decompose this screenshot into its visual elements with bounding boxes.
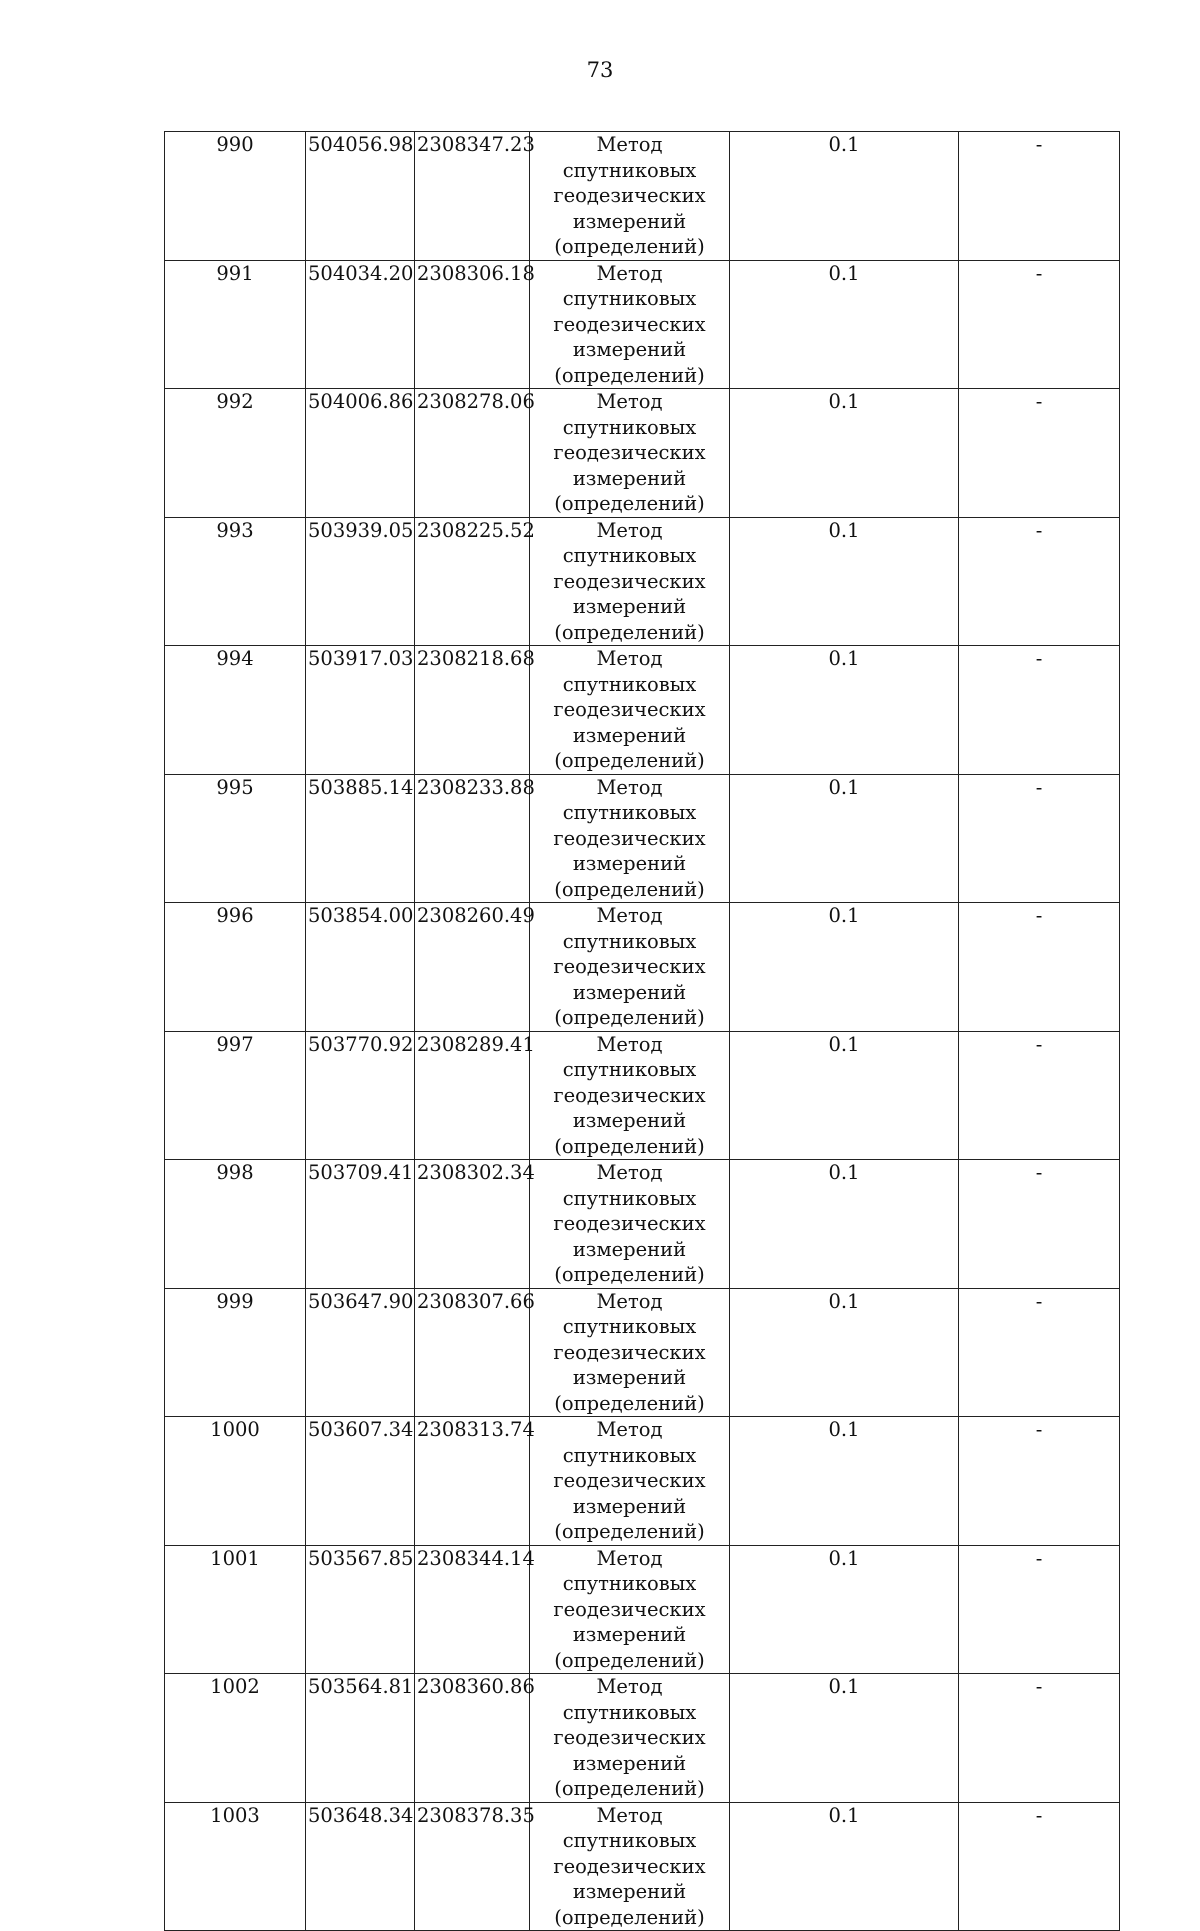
- method-line: Метод спутниковых: [562, 647, 697, 696]
- y-coordinate-cell: 2308307.66: [415, 1288, 530, 1417]
- method-line: измерений: [572, 338, 687, 361]
- method-line: геодезических: [553, 1340, 706, 1364]
- method-line: геодезических: [553, 1597, 706, 1621]
- table-row: [165, 517, 1120, 646]
- method-line: измерений: [572, 1880, 687, 1903]
- x-coordinate-cell: 503607.34: [306, 1417, 415, 1546]
- method-line: геодезических: [553, 1726, 706, 1749]
- page-number: 73: [586, 58, 614, 82]
- method-line: геодезических: [553, 826, 706, 850]
- method-line: измерений: [572, 466, 687, 490]
- point-number-cell: 1003: [165, 1802, 306, 1931]
- method-line: (определений): [554, 1134, 705, 1158]
- method-cell: [530, 260, 730, 389]
- table-row: [165, 1802, 1120, 1931]
- method-cell: [530, 132, 730, 261]
- point-number-cell: 993: [165, 517, 306, 646]
- method-line: Метод спутниковых: [562, 1675, 697, 1724]
- method-line: (определений): [554, 877, 705, 901]
- method-line: (определений): [554, 363, 705, 387]
- method-line: геодезических: [553, 184, 706, 207]
- y-coordinate-cell: 2308360.86: [415, 1674, 530, 1803]
- method-line: Метод спутниковых: [562, 261, 697, 310]
- method-line: геодезических: [553, 698, 706, 721]
- method-line: геодезических: [553, 569, 706, 593]
- x-coordinate-cell: 504056.98: [306, 132, 415, 261]
- method-line: измерений: [572, 209, 687, 233]
- table-row: [165, 1031, 1120, 1160]
- method-cell: [530, 1545, 730, 1674]
- method-line: геодезических: [553, 1469, 706, 1492]
- accuracy-cell: 0.1: [730, 517, 959, 646]
- description-cell: -: [959, 132, 1120, 261]
- accuracy-cell: 0.1: [730, 774, 959, 903]
- method-line: измерений: [572, 595, 687, 618]
- point-number-cell: 990: [165, 132, 306, 261]
- x-coordinate-cell: 503647.90: [306, 1288, 415, 1417]
- table-row: [165, 903, 1120, 1032]
- accuracy-cell: 0.1: [730, 1031, 959, 1160]
- point-number-cell: 992: [165, 389, 306, 518]
- description-cell: -: [959, 1288, 1120, 1417]
- method-line: геодезических: [553, 1212, 706, 1235]
- x-coordinate-cell: 503939.05: [306, 517, 415, 646]
- method-line: измерений: [572, 1751, 687, 1775]
- method-line: Метод спутниковых: [562, 1546, 697, 1595]
- accuracy-cell: 0.1: [730, 1417, 959, 1546]
- method-cell: [530, 1288, 730, 1417]
- accuracy-cell: 0.1: [730, 1288, 959, 1417]
- table-row: [165, 1674, 1120, 1803]
- method-line: измерений: [572, 723, 687, 747]
- description-cell: -: [959, 1545, 1120, 1674]
- x-coordinate-cell: 503917.03: [306, 646, 415, 775]
- accuracy-cell: 0.1: [730, 646, 959, 775]
- method-line: Метод спутниковых: [562, 133, 697, 182]
- y-coordinate-cell: 2308306.18: [415, 260, 530, 389]
- method-line: измерений: [572, 1494, 687, 1518]
- coordinates-table-body: [165, 132, 1120, 1931]
- y-coordinate-cell: 2308347.23: [415, 132, 530, 261]
- method-cell: [530, 646, 730, 775]
- description-cell: -: [959, 260, 1120, 389]
- table-row: [165, 132, 1120, 261]
- y-coordinate-cell: 2308233.88: [415, 774, 530, 903]
- y-coordinate-cell: 2308225.52: [415, 517, 530, 646]
- description-cell: -: [959, 774, 1120, 903]
- y-coordinate-cell: 2308218.68: [415, 646, 530, 775]
- method-line: измерений: [572, 852, 687, 875]
- method-line: (определений): [554, 1006, 705, 1029]
- description-cell: -: [959, 903, 1120, 1032]
- method-line: Метод спутниковых: [562, 1803, 697, 1852]
- method-cell: [530, 1031, 730, 1160]
- point-number-cell: 996: [165, 903, 306, 1032]
- point-number-cell: 998: [165, 1160, 306, 1289]
- method-line: (определений): [554, 620, 705, 644]
- method-line: Метод спутниковых: [562, 1032, 697, 1081]
- table-row: [165, 774, 1120, 903]
- method-line: (определений): [554, 1263, 705, 1286]
- x-coordinate-cell: 503709.41: [306, 1160, 415, 1289]
- method-line: геодезических: [553, 1083, 706, 1107]
- method-line: измерений: [572, 980, 687, 1004]
- x-coordinate-cell: 503885.14: [306, 774, 415, 903]
- accuracy-cell: 0.1: [730, 132, 959, 261]
- description-cell: -: [959, 1417, 1120, 1546]
- accuracy-cell: 0.1: [730, 1674, 959, 1803]
- table-row: [165, 646, 1120, 775]
- table-row: [165, 1160, 1120, 1289]
- description-cell: -: [959, 1031, 1120, 1160]
- method-line: Метод спутниковых: [562, 1289, 697, 1338]
- method-line: (определений): [554, 1520, 705, 1543]
- method-line: (определений): [554, 1777, 705, 1800]
- y-coordinate-cell: 2308302.34: [415, 1160, 530, 1289]
- point-number-cell: 1001: [165, 1545, 306, 1674]
- method-cell: [530, 1674, 730, 1803]
- description-cell: -: [959, 1160, 1120, 1289]
- method-line: геодезических: [553, 1854, 706, 1878]
- method-line: Метод спутниковых: [562, 1418, 697, 1467]
- point-number-cell: 991: [165, 260, 306, 389]
- method-line: геодезических: [553, 312, 706, 336]
- point-number-cell: 1002: [165, 1674, 306, 1803]
- description-cell: -: [959, 1802, 1120, 1931]
- method-line: (определений): [554, 749, 705, 772]
- method-line: Метод спутниковых: [562, 1161, 697, 1210]
- accuracy-cell: 0.1: [730, 1802, 959, 1931]
- table-row: [165, 1417, 1120, 1546]
- point-number-cell: 999: [165, 1288, 306, 1417]
- y-coordinate-cell: 2308313.74: [415, 1417, 530, 1546]
- method-line: измерений: [572, 1623, 687, 1646]
- method-cell: [530, 1160, 730, 1289]
- description-cell: -: [959, 389, 1120, 518]
- method-line: измерений: [572, 1109, 687, 1132]
- x-coordinate-cell: 503648.34: [306, 1802, 415, 1931]
- x-coordinate-cell: 503854.00: [306, 903, 415, 1032]
- table-row: [165, 1288, 1120, 1417]
- x-coordinate-cell: 503770.92: [306, 1031, 415, 1160]
- accuracy-cell: 0.1: [730, 1545, 959, 1674]
- method-line: измерений: [572, 1366, 687, 1389]
- point-number-cell: 994: [165, 646, 306, 775]
- method-cell: [530, 1417, 730, 1546]
- x-coordinate-cell: 504006.86: [306, 389, 415, 518]
- description-cell: -: [959, 646, 1120, 775]
- x-coordinate-cell: 503567.85: [306, 1545, 415, 1674]
- method-cell: [530, 1802, 730, 1931]
- y-coordinate-cell: 2308289.41: [415, 1031, 530, 1160]
- method-line: геодезических: [553, 955, 706, 978]
- method-line: (определений): [554, 492, 705, 515]
- method-cell: [530, 774, 730, 903]
- accuracy-cell: 0.1: [730, 903, 959, 1032]
- method-line: измерений: [572, 1237, 687, 1261]
- y-coordinate-cell: 2308260.49: [415, 903, 530, 1032]
- method-line: Метод спутниковых: [562, 518, 697, 567]
- table-row: [165, 1545, 1120, 1674]
- method-line: Метод спутниковых: [562, 904, 697, 953]
- table-row: [165, 260, 1120, 389]
- y-coordinate-cell: 2308278.06: [415, 389, 530, 518]
- y-coordinate-cell: 2308378.35: [415, 1802, 530, 1931]
- method-cell: [530, 903, 730, 1032]
- y-coordinate-cell: 2308344.14: [415, 1545, 530, 1674]
- method-cell: [530, 389, 730, 518]
- x-coordinate-cell: 504034.20: [306, 260, 415, 389]
- description-cell: -: [959, 1674, 1120, 1803]
- point-number-cell: 995: [165, 774, 306, 903]
- coordinates-table: [164, 131, 1120, 1931]
- method-line: Метод спутниковых: [562, 775, 697, 824]
- point-number-cell: 1000: [165, 1417, 306, 1546]
- description-cell: -: [959, 517, 1120, 646]
- method-line: геодезических: [553, 441, 706, 464]
- x-coordinate-cell: 503564.81: [306, 1674, 415, 1803]
- method-line: Метод спутниковых: [562, 390, 697, 439]
- method-cell: [530, 517, 730, 646]
- method-line: (определений): [554, 1648, 705, 1672]
- accuracy-cell: 0.1: [730, 1160, 959, 1289]
- method-line: (определений): [554, 1391, 705, 1415]
- point-number-cell: 997: [165, 1031, 306, 1160]
- accuracy-cell: 0.1: [730, 260, 959, 389]
- accuracy-cell: 0.1: [730, 389, 959, 518]
- method-line: (определений): [554, 235, 705, 258]
- table-row: [165, 389, 1120, 518]
- method-line: (определений): [554, 1905, 705, 1929]
